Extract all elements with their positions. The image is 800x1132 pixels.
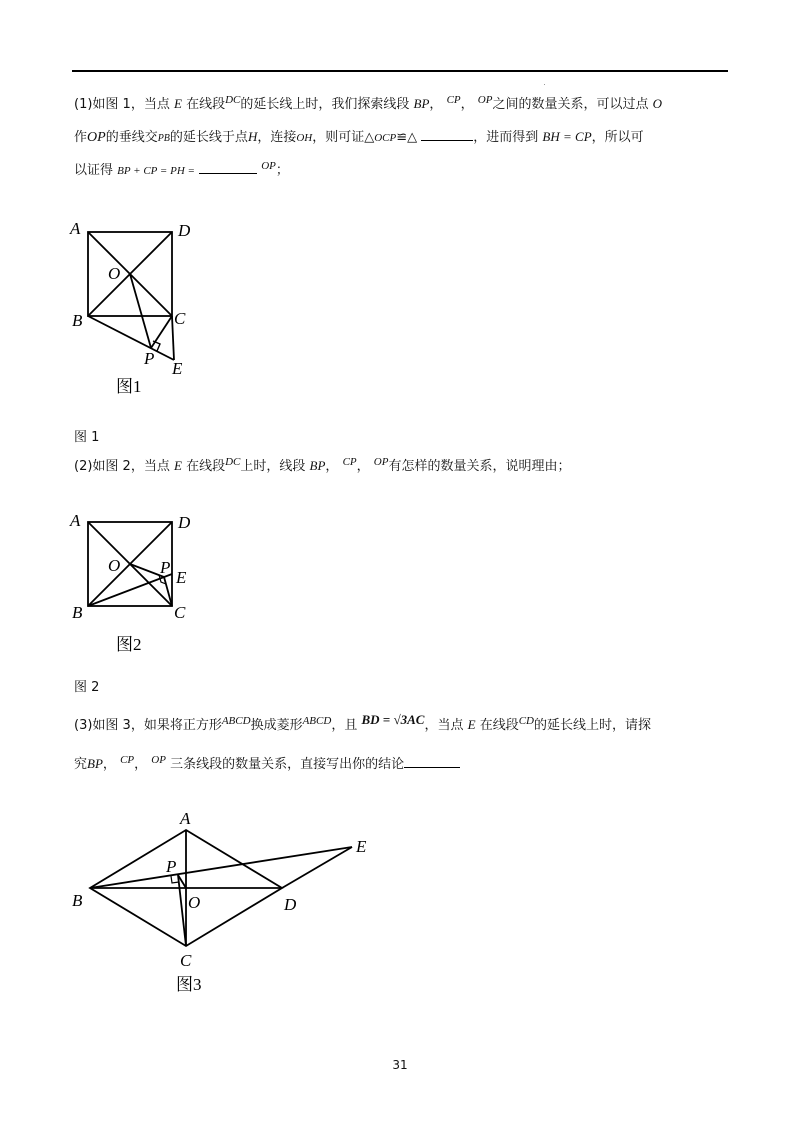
label-o: O xyxy=(108,264,121,283)
label-o: O xyxy=(188,893,201,912)
figure-3-caption: 图3 xyxy=(176,975,202,994)
part1-line1: (1)如图 1，当点 E 在线段$^{DC}$的延长线上时，我们探索线段 BP， $^{CP}$， $^{OP}$之间的数量关系，可以过点 O xyxy=(74,94,662,112)
label-p: P xyxy=(166,857,177,876)
part1-line3: 以证得 BP + CP = PH = $^{OP}$； xyxy=(74,160,289,178)
part3-line2: 究BP， $^{CP}$， $^{OP}$ 三条线段的数量关系，直接写出你的结论 xyxy=(74,745,734,784)
label-o: O xyxy=(108,556,121,575)
figure-2 xyxy=(60,502,230,662)
label-c: C xyxy=(174,309,186,328)
figure-2-svg xyxy=(60,502,230,662)
figure-1-caption: 图1 xyxy=(116,377,142,396)
label-c: C xyxy=(180,951,192,970)
label-a: A xyxy=(70,511,81,530)
segment-cp xyxy=(151,316,172,348)
speck xyxy=(544,84,545,85)
fig2-small-caption: 图 2 xyxy=(74,680,100,695)
top-rule xyxy=(72,70,728,72)
segment-be xyxy=(90,847,352,888)
label-e: E xyxy=(356,837,367,856)
label-d: D xyxy=(284,895,297,914)
figure-1-svg xyxy=(60,212,230,402)
part3-text xyxy=(74,706,734,784)
part1-text xyxy=(74,88,734,187)
label-a: A xyxy=(180,809,191,828)
figure-2-caption: 图2 xyxy=(116,635,142,654)
label-p: P xyxy=(160,558,171,577)
label-a: A xyxy=(70,219,81,238)
part2-text: (2)如图 2，当点 E 在线段$^{DC}$上时，线段 BP， $^{CP}$， $^{OP}$有怎样的数量关系，说明理由； xyxy=(74,456,571,474)
label-e: E xyxy=(172,359,183,378)
label-e: E xyxy=(176,568,187,587)
label-b: B xyxy=(72,603,83,622)
label-b: B xyxy=(72,311,83,330)
label-c: C xyxy=(174,603,186,622)
fig1-small-caption: 图 1 xyxy=(74,430,100,445)
segment-be xyxy=(88,316,174,360)
label-b: B xyxy=(72,891,83,910)
label-d: D xyxy=(178,513,191,532)
blank-1[interactable] xyxy=(421,128,473,141)
part3-line1: (3)如图 3，如果将正方形$^{ABCD}$换成菱形$^{ABCD}$，且 BD = √3AC，当点 E 在线段$^{CD}$的延长线上时，请探 xyxy=(74,712,651,733)
label-d: D xyxy=(178,221,191,240)
part1-line2: 作OP的垂线交PB的延长线于点H，连接OH，则可证△OCP≌△ ，进而得到 BH = CP，所以可 xyxy=(74,129,644,145)
segment-be xyxy=(88,574,172,606)
label-p: P xyxy=(144,349,155,368)
page-number: 31 xyxy=(392,1058,408,1072)
figure-3-svg xyxy=(60,806,390,1006)
blank-2[interactable] xyxy=(199,161,257,174)
figure-3 xyxy=(60,806,390,1006)
blank-3[interactable] xyxy=(404,755,460,768)
figure-1 xyxy=(60,212,230,402)
